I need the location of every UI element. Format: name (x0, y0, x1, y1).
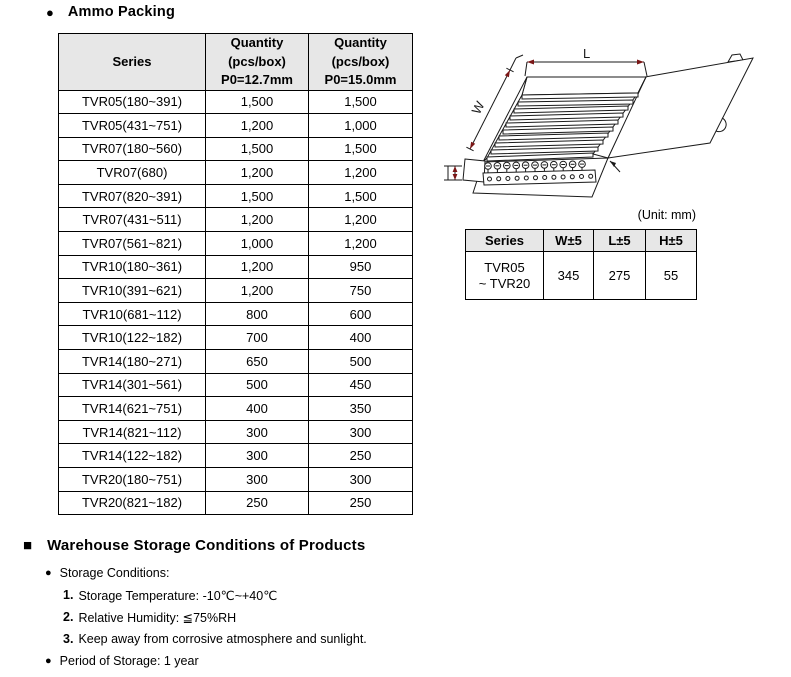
table-row (59, 326, 413, 350)
table-row (59, 444, 413, 468)
relative-humidity-text: Relative Humidity: ≦75%RH (78, 610, 237, 625)
dim-h-cell: 55 (646, 252, 697, 300)
item-number: 2. (63, 610, 74, 624)
header-line: P0=12.7mm (221, 72, 293, 87)
item-number: 3. (63, 632, 74, 646)
item-number: 1. (63, 588, 74, 602)
quantity-cell: 950 (309, 255, 413, 279)
col-header-q127 (206, 34, 309, 91)
series-cell: TVR07(680) (59, 161, 206, 185)
table-row (59, 420, 413, 444)
table-row (59, 491, 413, 515)
quantity-cell: 250 (309, 491, 413, 515)
table-row (59, 137, 413, 161)
series-cell: TVR14(180~271) (59, 350, 206, 374)
quantity-cell: 250 (206, 491, 309, 515)
table-row (59, 255, 413, 279)
warehouse-storage-header (23, 537, 365, 554)
series-cell: TVR05(180~391) (59, 90, 206, 114)
series-cell: TVR07(431~511) (59, 208, 206, 232)
quantity-cell: 1,500 (309, 90, 413, 114)
quantity-cell: 500 (309, 350, 413, 374)
unit-label: (Unit: mm) (637, 208, 696, 222)
header-line: P0=15.0mm (324, 72, 397, 87)
table-row (59, 208, 413, 232)
box-end-cap (463, 159, 485, 182)
quantity-cell: 1,200 (309, 161, 413, 185)
header-line: (pcs/box) (228, 53, 286, 69)
table-row (59, 397, 413, 421)
quantity-cell: 1,200 (206, 279, 309, 303)
bullet-icon: ● (45, 654, 52, 667)
quantity-cell: 1,200 (206, 161, 309, 185)
box-dimension-table (465, 229, 697, 300)
dimension-l-label: L (583, 46, 591, 61)
quantity-cell: 250 (309, 444, 413, 468)
quantity-cell: 1,500 (309, 137, 413, 161)
quantity-cell: 350 (309, 397, 413, 421)
quantity-cell: 400 (309, 326, 413, 350)
quantity-cell: 1,000 (206, 232, 309, 256)
table-row (466, 252, 697, 300)
quantity-cell: 300 (206, 468, 309, 492)
series-cell: TVR10(391~621) (59, 279, 206, 303)
dim-w-cell: 345 (544, 252, 594, 300)
table-row (59, 468, 413, 492)
quantity-cell: 600 (309, 302, 413, 326)
bullet-icon: ● (45, 566, 52, 579)
quantity-cell: 300 (309, 468, 413, 492)
quantity-cell: 400 (206, 397, 309, 421)
storage-temperature-text: Storage Temperature: -10℃~+40℃ (78, 588, 278, 603)
col-header-series: Series (59, 34, 206, 91)
header-line: Quantity (230, 35, 284, 50)
header-line: Quantity (334, 35, 387, 50)
table-row (59, 279, 413, 303)
header-row (59, 34, 413, 91)
list-item (63, 584, 367, 606)
quantity-cell: 1,500 (309, 184, 413, 208)
bullet-icon: ● (46, 4, 54, 20)
series-line: TVR05 (484, 259, 525, 275)
quantity-cell: 800 (206, 302, 309, 326)
series-cell: TVR14(122~182) (59, 444, 206, 468)
ammo-packing-header (46, 4, 175, 20)
ammo-packing-table (58, 33, 413, 515)
quantity-cell: 450 (309, 373, 413, 397)
table-row (59, 232, 413, 256)
quantity-cell: 1,000 (309, 114, 413, 138)
series-cell: TVR07(561~821) (59, 232, 206, 256)
quantity-cell: 700 (206, 326, 309, 350)
corner-arrow-icon (610, 161, 620, 172)
series-cell: TVR14(621~751) (59, 397, 206, 421)
series-cell: TVR20(821~182) (59, 491, 206, 515)
quantity-cell: 1,200 (206, 114, 309, 138)
dim-header-l: L±5 (594, 230, 646, 252)
series-cell: TVR10(681~112) (59, 302, 206, 326)
header-line: (pcs/box) (331, 53, 390, 69)
packing-table-body (59, 90, 413, 515)
square-bullet-icon: ■ (23, 537, 33, 554)
series-cell: TVR07(820~391) (59, 184, 206, 208)
quantity-cell: 1,200 (309, 232, 413, 256)
table-row (59, 184, 413, 208)
series-cell: TVR07(180~560) (59, 137, 206, 161)
list-item (63, 606, 367, 628)
table-row (59, 373, 413, 397)
quantity-cell: 300 (309, 420, 413, 444)
keep-away-text: Keep away from corrosive atmosphere and sunlight. (78, 632, 367, 646)
quantity-cell: 300 (206, 420, 309, 444)
table-row (59, 302, 413, 326)
table-row (59, 90, 413, 114)
list-item (45, 650, 367, 672)
series-cell: TVR10(180~361) (59, 255, 206, 279)
dimension-w-label: W (468, 98, 488, 117)
period-of-storage-label: Period of Storage: 1 year (59, 654, 199, 668)
list-item (63, 628, 367, 650)
series-cell: TVR20(180~751) (59, 468, 206, 492)
storage-conditions-label: Storage Conditions: (59, 566, 170, 580)
dimension-l (525, 46, 647, 76)
dim-series-cell (466, 252, 544, 300)
quantity-cell: 1,200 (206, 208, 309, 232)
series-cell: TVR14(301~561) (59, 373, 206, 397)
series-cell: TVR10(122~182) (59, 326, 206, 350)
quantity-cell: 750 (309, 279, 413, 303)
col-header-q150 (309, 34, 413, 91)
quantity-cell: 300 (206, 444, 309, 468)
dim-header-w: W±5 (544, 230, 594, 252)
quantity-cell: 650 (206, 350, 309, 374)
quantity-cell: 1,500 (206, 90, 309, 114)
series-line: ~ TVR20 (478, 275, 531, 291)
series-cell: TVR05(431~751) (59, 114, 206, 138)
section-title-ammo-packing: Ammo Packing (67, 4, 176, 20)
ammo-box-drawing (440, 25, 790, 210)
header-row (466, 230, 697, 252)
storage-conditions-list (45, 562, 367, 672)
quantity-cell: 1,500 (206, 137, 309, 161)
quantity-cell: 500 (206, 373, 309, 397)
dim-l-cell: 275 (594, 252, 646, 300)
table-row (59, 350, 413, 374)
section-title-warehouse-storage: Warehouse Storage Conditions of Products (47, 537, 366, 554)
quantity-cell: 1,200 (206, 255, 309, 279)
table-row (59, 161, 413, 185)
table-row (59, 114, 413, 138)
list-item (45, 562, 367, 584)
dim-header-h: H±5 (646, 230, 697, 252)
series-cell: TVR14(821~112) (59, 420, 206, 444)
dimension-h (444, 166, 462, 180)
quantity-cell: 1,200 (309, 208, 413, 232)
dim-header-series: Series (466, 230, 544, 252)
quantity-cell: 1,500 (206, 184, 309, 208)
